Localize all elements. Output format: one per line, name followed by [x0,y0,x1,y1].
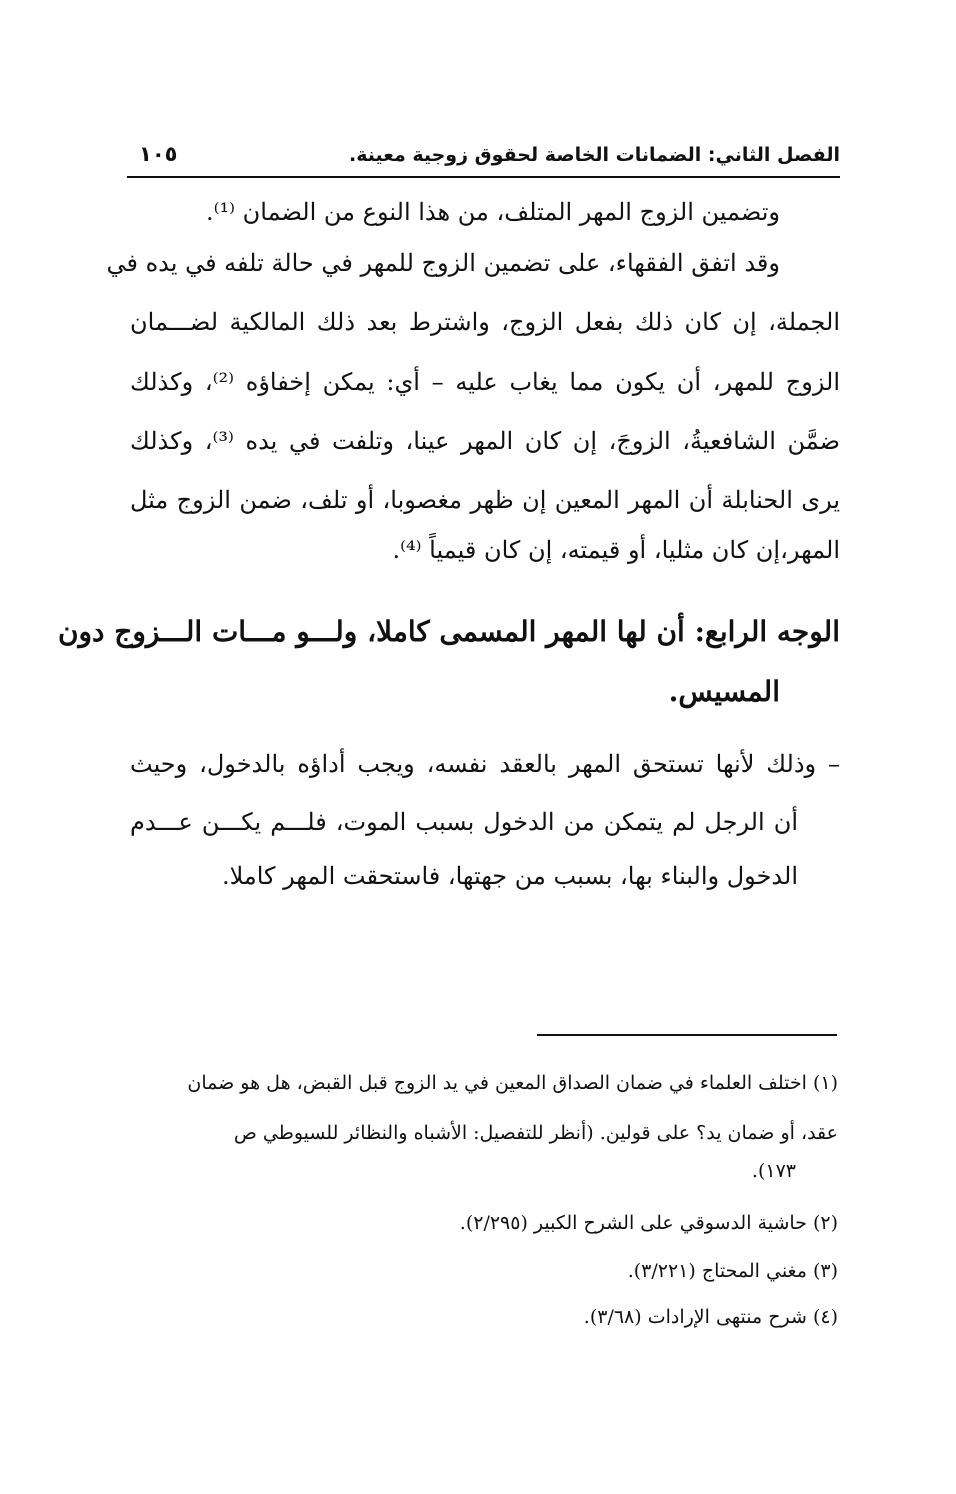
footnote-1-line: (١) اختلف العلماء في ضمان الصداق المعين في يد الزوج قبل القبض، هل هو ضمان [187,1072,838,1094]
footnote-3: (٣) مغني المحتاج (٣/٢٢١). [627,1260,838,1282]
footnote-1-line: ١٧٣). [751,1160,796,1182]
footnote-separator [537,1034,837,1036]
paragraph-line: الجملة، إن كان ذلك بفعل الزوج، واشترط بعد ذلك المالكية لضـــمان [130,308,840,336]
page-number: ١٠٥ [139,142,178,166]
paragraph-line: الدخول والبناء بها، بسبب من جهتها، فاستحقت المهر كاملا. [221,862,798,890]
paragraph-line: وقد اتفق الفقهاء، على تضمين الزوج للمهر في حالة تلفه في يده في [106,249,780,277]
paragraph-line: أن الرجل لم يتمكن من الدخول بسبب الموت، فلـــم يكـــن عـــدم [130,808,798,836]
footnote-1-line: عقد، أو ضمان يد؟ على قولين. (أنظر للتفصيل: الأشباه والنظائر للسيوطي ص [233,1122,838,1144]
paragraph-line: المهر،إن كان مثليا، أو قيمته، إن كان قيمياً ⁽⁴⁾. [392,536,840,564]
heading-line: المسيس. [668,675,780,708]
paragraph-line: ضمَّن الشافعيةُ، الزوجَ، إن كان المهر عينا، وتلفت في يده ⁽³⁾، وكذلك [130,427,840,455]
paragraph-line: – وذلك لأنها تستحق المهر بالعقد نفسه، ويجب أداؤه بالدخول، وحيث [130,750,840,778]
paragraph-line: الزوج للمهر، أن يكون مما يغاب عليه – أي: يمكن إخفاؤه ⁽²⁾، وكذلك [130,368,840,396]
chapter-title: الفصل الثاني: الضمانات الخاصة لحقوق زوجية معينة. [348,144,840,166]
running-header [127,140,840,178]
footnote-4: (٤) شرح منتهى الإرادات (٣/٦٨). [583,1306,838,1328]
paragraph-line: وتضمين الزوج المهر المتلف، من هذا النوع من الضمان ⁽¹⁾. [206,198,780,226]
paragraph-line: يرى الحنابلة أن المهر المعين إن ظهر مغصوبا، أو تلف، ضمن الزوج مثل [130,486,840,514]
heading-line: الوجه الرابع: أن لها المهر المسمى كاملا، ولـــو مـــات الـــزوج دون [57,615,840,648]
footnote-2: (٢) حاشية الدسوقي على الشرح الكبير (٢/٢٩٥). [459,1212,838,1234]
